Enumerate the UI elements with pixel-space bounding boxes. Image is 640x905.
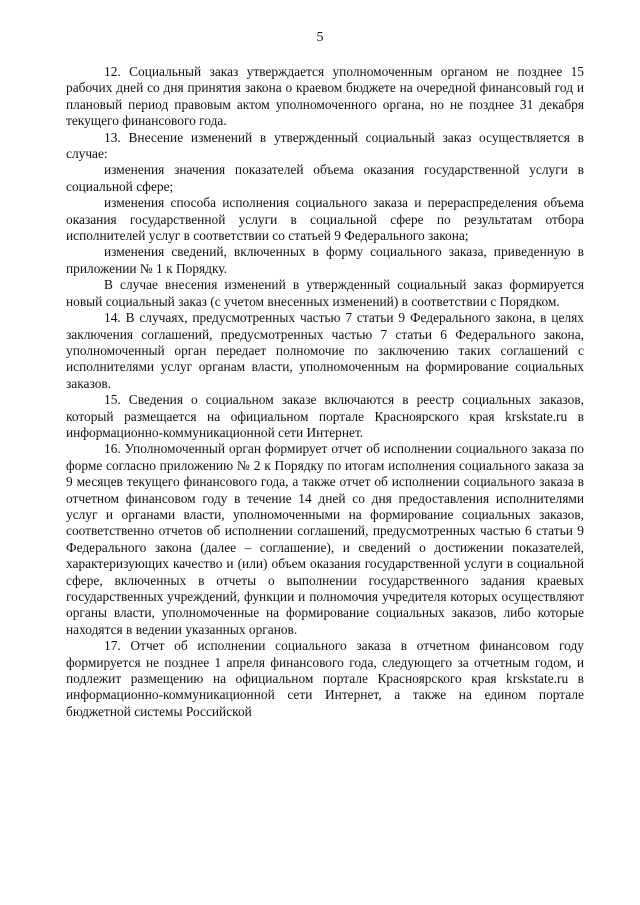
- list-item-indicators-change: изменения значения показателей объема оказания государственной услуги в социальной сфере;: [66, 162, 584, 194]
- list-item-info-change: изменения сведений, включенных в форму социального заказа, приведенную в приложении № 1 к Порядку.: [66, 244, 584, 276]
- paragraph-17: 17. Отчет об исполнении социального заказа в отчетном финансовом году формируется не позднее 1 апреля финансового года, следующего за отчетным годом, и подлежит размещению на официальном портале Красноярского края krskstate.ru в информационно-коммуникационной сети Интернет, а также на едином портале бюджетной системы Российской: [66, 638, 584, 719]
- paragraph-14: 14. В случаях, предусмотренных частью 7 статьи 9 Федерального закона, в целях заключения соглашений, предусмотренных частью 7 статьи 6 Федерального закона, уполномоченный орган передает полномочие по заключению таких соглашений с исполнителями услуг органам власти, уполномоченным на формирование социальных заказов.: [66, 310, 584, 391]
- paragraph-new-order: В случае внесения изменений в утвержденный социальный заказ формируется новый социальный заказ (с учетом внесенных изменений) в соответствии с Порядком.: [66, 277, 584, 309]
- list-item-method-change: изменения способа исполнения социального заказа и перераспределения объема оказания государственной услуги в социальной сфере по результатам отбора исполнителей услуг в соответствии со статьей 9 Федерального закона;: [66, 195, 584, 244]
- paragraph-13: 13. Внесение изменений в утвержденный социальный заказ осуществляется в случае:: [66, 129, 584, 162]
- paragraph-12: 12. Социальный заказ утверждается уполномоченным органом не позднее 15 рабочих дней со дня принятия закона о краевом бюджете на очередной финансовый год и плановый период правовым актом уполномоченного органа, но не позднее 31 декабря текущего финансового года.: [66, 64, 584, 129]
- paragraph-15: 15. Сведения о социальном заказе включаются в реестр социальных заказов, который размещается на официальном портале Красноярского края krskstate.ru в информационно-коммуникационной сети Интернет.: [66, 392, 584, 440]
- document-body: [66, 64, 584, 720]
- page-number: 5: [316, 30, 324, 45]
- paragraph-16: 16. Уполномоченный орган формирует отчет об исполнении социального заказа по форме согласно приложению № 2 к Порядку по итогам исполнения социального заказа за 9 месяцев текущего финансового года, а также отчет об исполнении социального заказа в отчетном финансовом году в течение 14 дней со дня предоставления исполнителями услуг и органами власти, уполномоченными на формирование социальных заказов, соответственно отчетов об исполнении соглашений, предусмотренных частью 6 статьи 9 Федерального закона (далее – соглашение), и сведений о достижении показателей, характеризующих качество и (или) объем оказания государственной услуги в социальной сфере, включенных в отчеты о выполнении государственного задания краевых государственных учреждений, функции и полномочия учредителя которых осуществляют органы власти, уполномоченные на формирование социальных заказов, либо которые находятся в ведении указанных органов.: [66, 441, 584, 637]
